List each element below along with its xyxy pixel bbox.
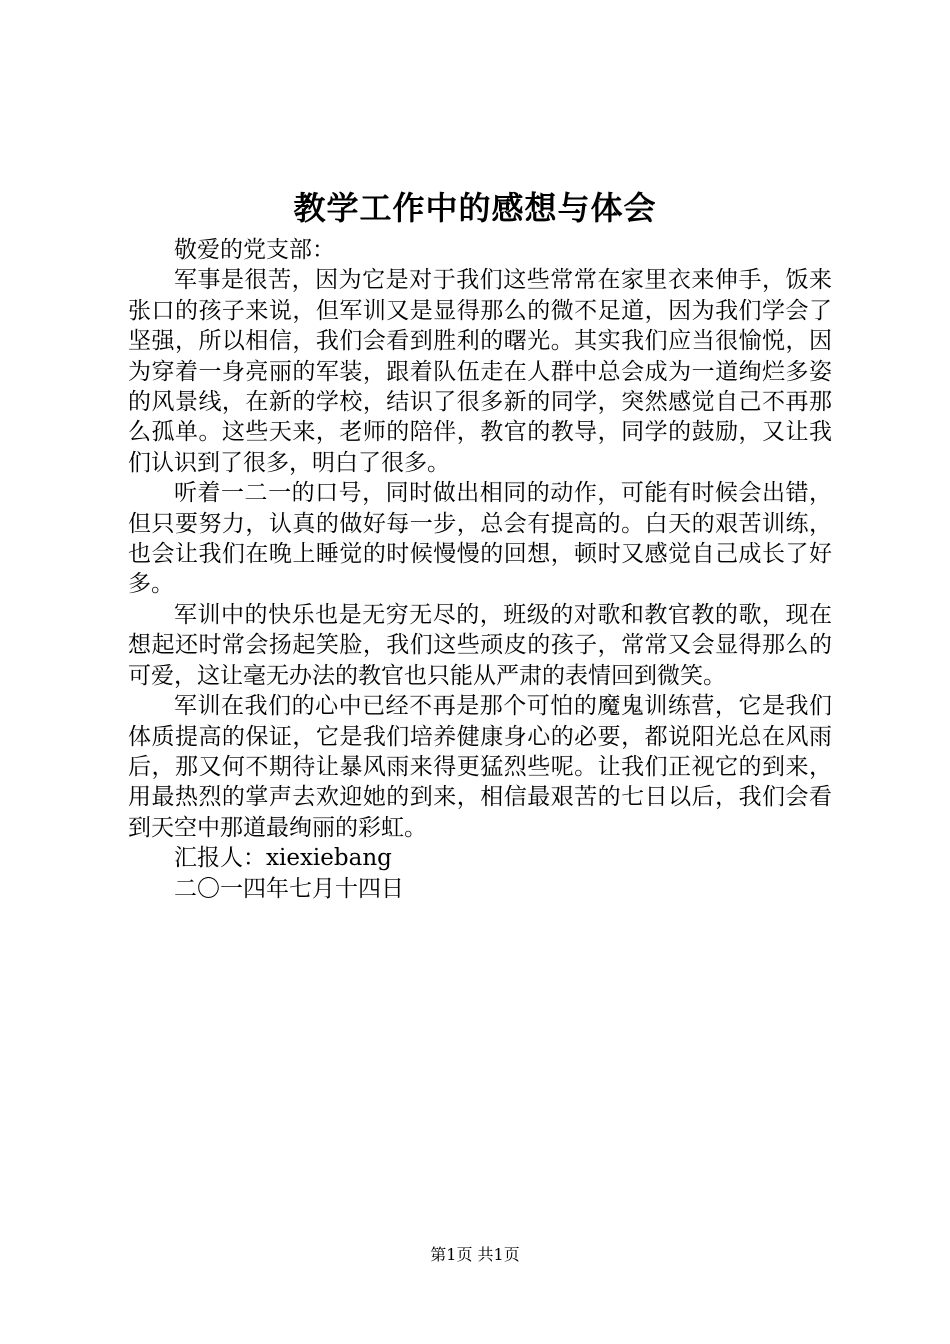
document-body: [128, 235, 832, 904]
paragraph-3: 军训中的快乐也是无穷无尽的，班级的对歌和教官教的歌，现在想起还时常会扬起笑脸，我们这些顽皮的孩子，常常又会显得那么的可爱，这让毫无办法的教官也只能从严肃的表情回到微笑。: [128, 601, 832, 689]
salutation: 敬爱的党支部：: [174, 237, 335, 263]
page-footer: 第1页 共1页: [430, 1245, 520, 1264]
paragraph-1: 军事是很苦，因为它是对于我们这些常常在家里衣来伸手，饭来张口的孩子来说，但军训又是显得那么的微不足道，因为我们学会了坚强，所以相信，我们会看到胜利的曙光。其实我们应当很愉悦，因为穿着一身亮丽的军装，跟着队伍走在人群中总会成为一道绚烂多姿的风景线，在新的学校，结识了很多新的同学，突然感觉自己不再那么孤单。这些天来，老师的陪伴，教官的教导，同学的鼓励，又让我们认识到了很多，明白了很多。: [128, 267, 832, 476]
paragraph-2: 听着一二一的口号，同时做出相同的动作，可能有时候会出错，但只要努力，认真的做好每一步，总会有提高的。白天的艰苦训练，也会让我们在晚上睡觉的时候慢慢的回想，顿时又感觉自己成长了好多。: [128, 480, 832, 598]
reporter-line: 汇报人：xiexiebang: [174, 845, 392, 872]
document-title: 教学工作中的感想与体会: [293, 189, 657, 227]
date-line: 二〇一四年七月十四日: [174, 875, 404, 902]
paragraph-4: 军训在我们的心中已经不再是那个可怕的魔鬼训练营，它是我们体质提高的保证，它是我们培养健康身心的必要，都说阳光总在风雨后，那又何不期待让暴风雨来得更猛烈些呢。让我们正视它的到来，用最热烈的掌声去欢迎她的到来，相信最艰苦的七日以后，我们会看到天空中那道最绚丽的彩虹。: [128, 693, 832, 841]
